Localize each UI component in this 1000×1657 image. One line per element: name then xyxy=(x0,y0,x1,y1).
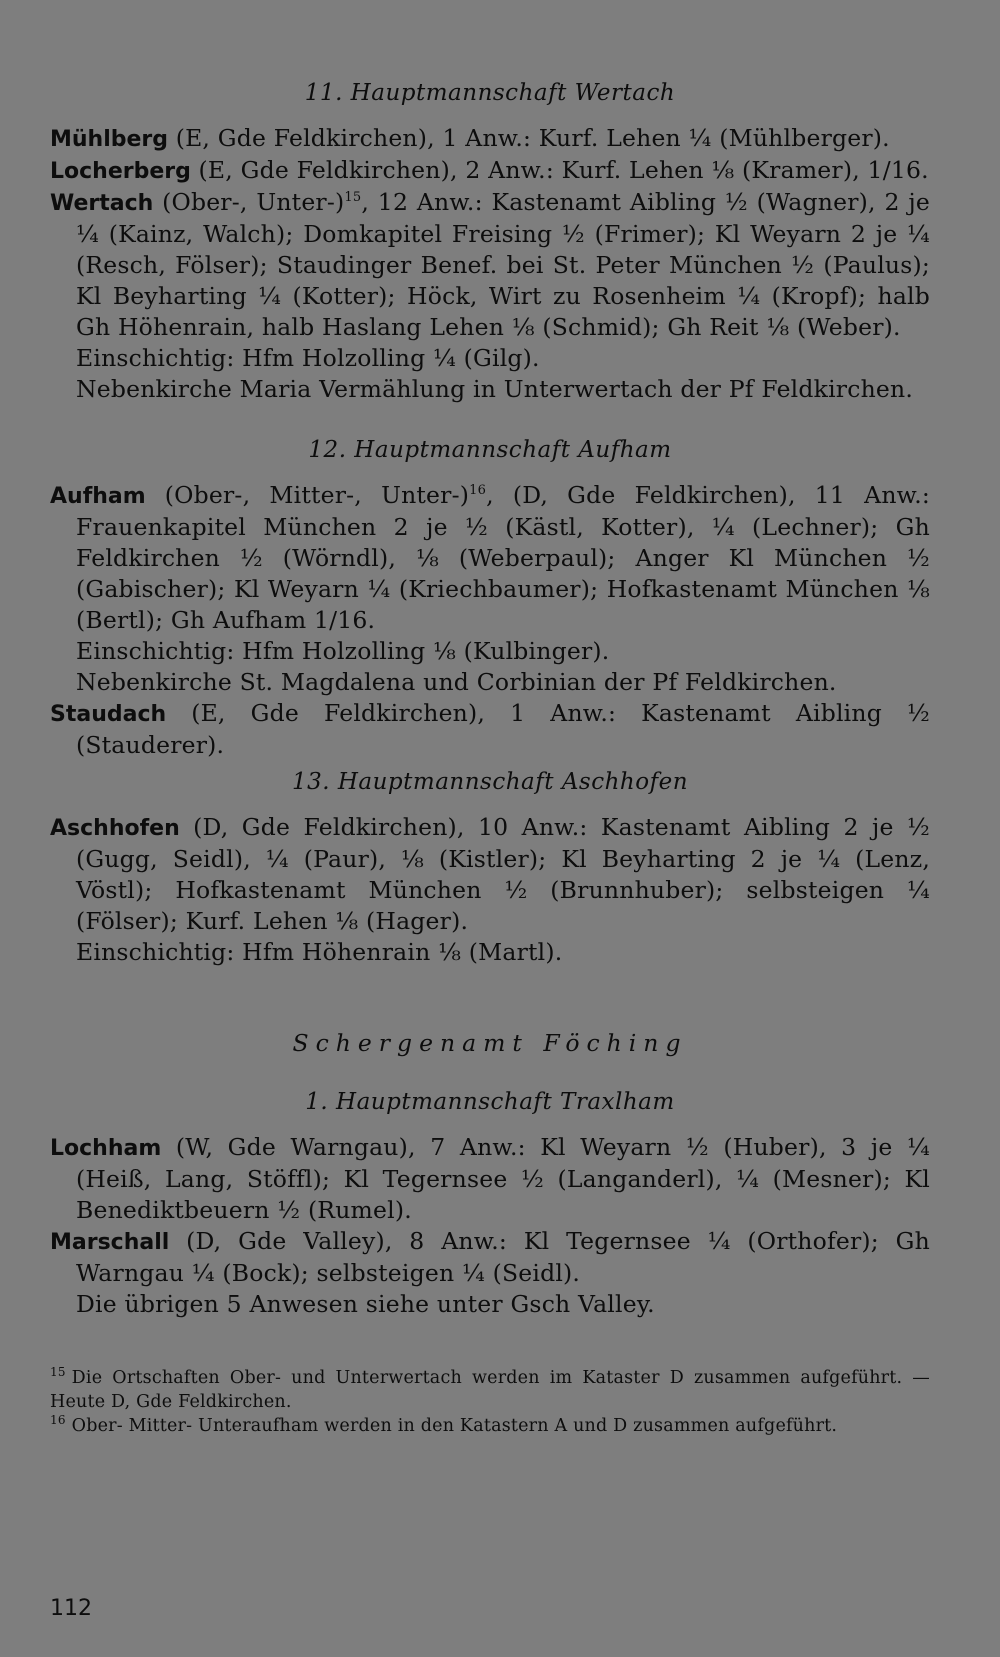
footnote-mark: 15 xyxy=(50,1365,66,1379)
place-name: Lochham xyxy=(50,1136,162,1161)
footnote-text: Die Ortschaften Ober- und Unterwertach werden im Kataster D zusammen aufgeführt. — Heute D, Gde Feldkirchen. xyxy=(50,1368,930,1412)
entry-text: , (D, Gde Feldkirchen), 11 Anw.: Frauenkapitel München 2 je ½ (Kästl, Kotter), ¼ (Lechner); Gh Feldkirchen ½ (Wörndl), ⅛ (Weberpaul); Anger Kl München ½ (Gabischer); Kl Weyarn ¼ (Kriechbaumer); Hofkastenamt München ⅛ (Bertl); Gh Aufham 1/16. xyxy=(76,481,931,634)
entry-text: (W, Gde Warngau), 7 Anw.: Kl Weyarn ½ (Huber), 3 je ¼ (Heiß, Lang, Stöffl); Kl Tegernsee ½ (Langanderl), ¼ (Mesner); Kl Benediktbeuern ½ (Rumel). xyxy=(76,1133,930,1224)
entry-marschall xyxy=(50,1226,930,1289)
note-line: Einschichtig: Hfm Holzolling ⅛ (Kulbinger). xyxy=(76,637,610,665)
amt-heading: Schergenamt Föching xyxy=(292,1029,688,1057)
footnote-mark: 16 xyxy=(50,1413,66,1427)
place-name: Aschhofen xyxy=(50,816,180,841)
place-name: Locherberg xyxy=(50,159,191,184)
entry-text: (D, Gde Feldkirchen), 10 Anw.: Kastenamt Aibling 2 je ½ (Gugg, Seidl), ¼ (Paur), ⅛ (Kistler); Kl Beyharting 2 je ¼ (Lenz, Vöstl); Hofkastenamt München ½ (Brunnhuber); selbsteigen ¼ (Fölser); Kurf. Lehen ⅛ (Hager). xyxy=(76,813,930,935)
footnote-text: Ober- Mitter- Unteraufham werden in den Katastern A und D zusammen aufgeführt. xyxy=(71,1416,838,1436)
entry-muehlberg xyxy=(50,123,930,155)
footnotes xyxy=(50,1366,930,1438)
entry-wertach xyxy=(50,187,930,343)
place-name: Wertach xyxy=(50,191,154,216)
section-heading-traxlham: 1. Hauptmannschaft Traxlham xyxy=(305,1089,675,1115)
footnote-16 xyxy=(50,1414,930,1438)
footnote-ref: 15 xyxy=(344,190,362,205)
note-line: Nebenkirche St. Magdalena und Corbinian der Pf Feldkirchen. xyxy=(76,668,837,696)
entry-lochham xyxy=(50,1132,930,1226)
footnote-15 xyxy=(50,1366,930,1414)
entry-aschhofen xyxy=(50,812,930,937)
section-heading-aufham: 12. Hauptmannschaft Aufham xyxy=(308,437,672,463)
entry-text: (E, Gde Feldkirchen), 1 Anw.: Kastenamt Aibling ½ (Stauderer). xyxy=(76,699,930,759)
page-number: 112 xyxy=(50,1596,92,1621)
footnote-ref: 16 xyxy=(469,483,487,498)
note-line: Nebenkirche Maria Vermählung in Unterwertach der Pf Feldkirchen. xyxy=(76,375,914,403)
note-line: Einschichtig: Hfm Holzolling ¼ (Gilg). xyxy=(76,344,540,372)
place-name: Mühlberg xyxy=(50,127,169,152)
entry-text: (E, Gde Feldkirchen), 1 Anw.: Kurf. Lehen ¼ (Mühlberger). xyxy=(168,124,890,152)
place-name: Staudach xyxy=(50,702,167,727)
section-heading-aschhofen: 13. Hauptmannschaft Aschhofen xyxy=(291,769,689,795)
page-content xyxy=(50,78,930,1438)
note-line: Die übrigen 5 Anwesen siehe unter Gsch Valley. xyxy=(76,1290,655,1318)
entry-text: , 12 Anw.: Kastenamt Aibling ½ (Wagner), 2 je ¼ (Kainz, Walch); Domkapitel Freising ½ (Frimer); Kl Weyarn 2 je ¼ (Resch, Fölser); Staudinger Benef. bei St. Peter München ½ (Paulus); Kl Beyharting ¼ (Kotter); Höck, Wirt zu Rosenheim ¼ (Kropf); halb Gh Höhenrain, halb Haslang Lehen ⅛ (Schmid); Gh Reit ⅛ (Weber). xyxy=(76,188,930,341)
entry-text: (E, Gde Feldkirchen), 2 Anw.: Kurf. Lehen ⅛ (Kramer), 1/16. xyxy=(190,156,929,184)
note-line: Einschichtig: Hfm Höhenrain ⅛ (Martl). xyxy=(76,938,563,966)
entry-staudach xyxy=(50,698,930,761)
entry-locherberg xyxy=(50,155,930,187)
section-heading-wertach: 11. Hauptmannschaft Wertach xyxy=(304,80,676,106)
entry-text: (Ober-, Mitter-, Unter-) xyxy=(145,481,470,509)
entry-text: (Ober-, Unter-) xyxy=(153,188,345,216)
entry-text: (D, Gde Valley), 8 Anw.: Kl Tegernsee ¼ (Orthofer); Gh Warngau ¼ (Bock); selbsteigen ¼ (Seidl). xyxy=(76,1227,930,1287)
entry-aufham xyxy=(50,480,930,636)
place-name: Aufham xyxy=(50,484,146,509)
place-name: Marschall xyxy=(50,1230,170,1255)
